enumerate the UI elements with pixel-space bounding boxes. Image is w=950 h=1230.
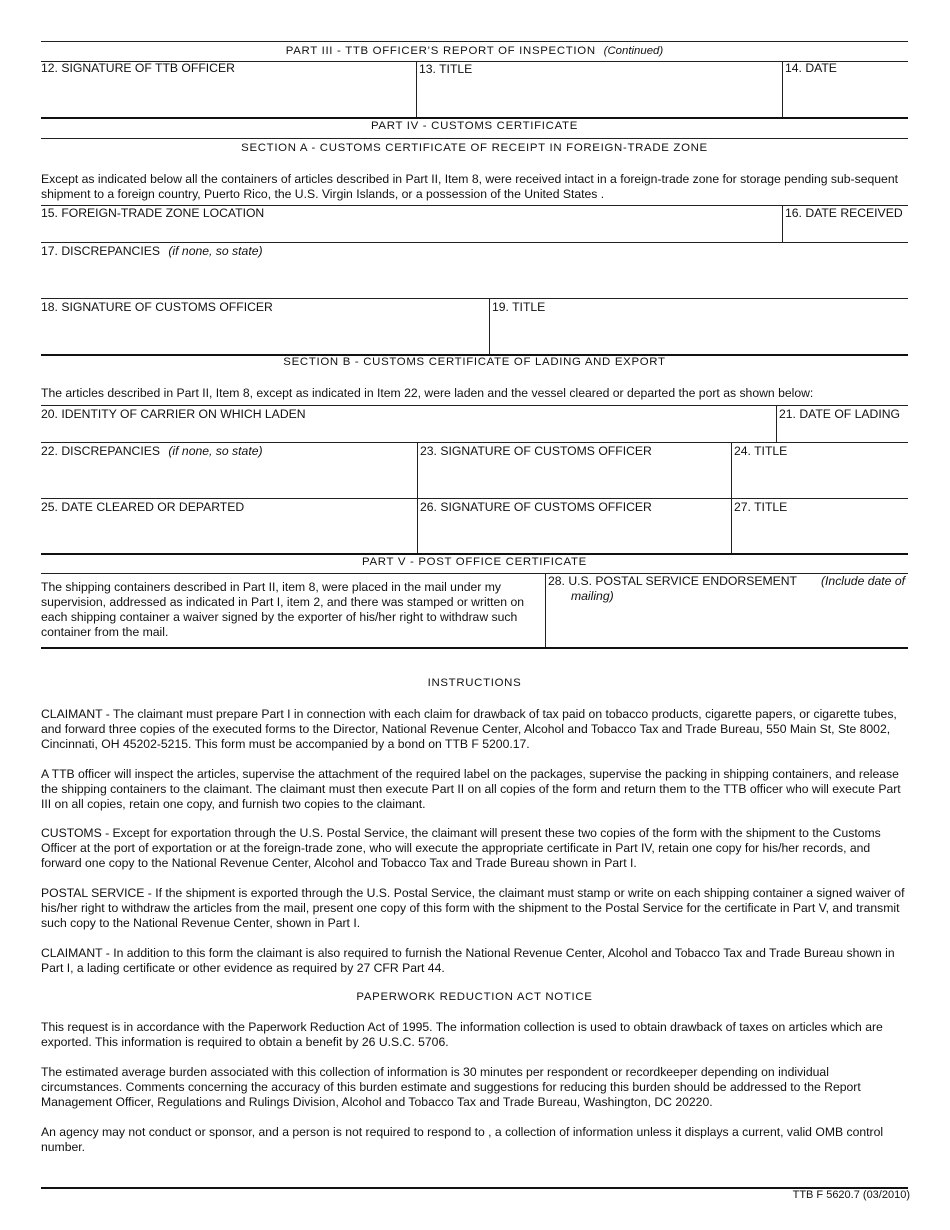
field-20-carrier-identity[interactable]	[41, 422, 773, 441]
part3-header-title: PART III - TTB OFFICER’S REPORT OF INSPECTION	[285, 45, 596, 57]
divider	[782, 205, 783, 242]
sectionA-intro: Except as indicated below all the containers of articles described in Part II, Item 8, were received intact in a foreign-trade zone for storage pending sub-sequent shipment to a foreign country, Puerto Rico, the U.S. Virgin Islands, or a possession of the United States .	[41, 172, 898, 201]
field-19-label: 19. TITLE	[492, 300, 546, 314]
field-26-label: 26. SIGNATURE OF CUSTOMS OFFICER	[420, 500, 652, 514]
field-26-signature-customs-officer[interactable]	[420, 515, 728, 553]
field-18-label: 18. SIGNATURE OF CUSTOMS OFFICER	[41, 300, 273, 314]
paperwork-p1: This request is in accordance with the Paperwork Reduction Act of 1995. The information collection is used to obtain drawback of taxes on articles which are exported. This information is required to obtain a benefit by 26 U.S.C. 5706.	[41, 1020, 883, 1049]
field-25-label: 25. DATE CLEARED OR DEPARTED	[41, 500, 245, 514]
part4-bottom-rule	[41, 553, 908, 555]
field-21-label: 21. DATE OF LADING	[779, 407, 900, 421]
top-rule	[41, 41, 908, 42]
part3-header	[41, 45, 908, 57]
field-22-label-text: 22. DISCREPANCIES	[41, 444, 160, 458]
field-20-label: 20. IDENTITY OF CARRIER ON WHICH LADEN	[41, 407, 306, 421]
instructions-postal-service: POSTAL SERVICE - If the shipment is exported through the U.S. Postal Service, the claimant must stamp or write on each shipping container a signed waiver of his/her right to withdraw the articles from the mail, present one copy of this form with the shipment to the Postal Service for the certificate in Part V, and transmit such copy to the National Revenue Center, shown in Part I.	[41, 886, 905, 930]
part5-certificate-text: The shipping containers described in Part II, item 8, were placed in the mail under my supervision, addressed as indicated in Part I, item 2, and there was stamped or written on each shipping container a waiver signed by the exporter of his/her right to withdraw such container from the mail.	[41, 580, 525, 639]
field-24-title[interactable]	[734, 459, 907, 498]
part3-bottom-rule	[41, 117, 908, 119]
part4-header: PART IV - CUSTOMS CERTIFICATE	[370, 120, 578, 132]
part5-bottom-rule	[41, 647, 908, 649]
field-17-label	[41, 244, 263, 258]
field-22-note: (if none, so state)	[168, 444, 263, 458]
field-18-signature-customs-officer[interactable]	[41, 315, 486, 353]
field-28-label	[548, 574, 908, 604]
field-15-label: 15. FOREIGN-TRADE ZONE LOCATION	[41, 206, 265, 220]
part5-header: PART V - POST OFFICE CERTIFICATE	[362, 556, 587, 568]
field-14-label: 14. DATE	[785, 61, 837, 75]
divider	[782, 61, 783, 117]
rule	[41, 405, 908, 406]
field-28-note-a: (Include date of	[820, 574, 905, 588]
field-16-date-received[interactable]	[785, 221, 907, 242]
rule	[41, 242, 908, 243]
field-23-signature-customs-officer[interactable]	[420, 459, 728, 498]
field-17-discrepancies[interactable]	[41, 259, 907, 297]
divider	[776, 405, 777, 442]
sectionB-intro: The articles described in Part II, Item 8, except as indicated in Item 22, were laden and the vessel cleared or departed the port as shown below:	[41, 386, 814, 400]
sectionB-header: SECTION B - CUSTOMS CERTIFICATE OF LADING AND EXPORT	[283, 356, 666, 368]
instructions-customs: CUSTOMS - Except for exportation through the U.S. Postal Service, the claimant will present these two copies of the form with the shipment to the Customs Officer at the port of exportation or at the foreign-trade zone, who will execute the appropriate certificate in Part IV, retain one copy for his/her records, and forward one copy to the National Revenue Center, Alcohol and Tobacco Tax and Trade Bureau shown in Part I.	[41, 826, 881, 870]
field-24-label: 24. TITLE	[734, 444, 788, 458]
field-19-title[interactable]	[492, 315, 907, 353]
instructions-claimant: CLAIMANT - The claimant must prepare Part I in connection with each claim for drawback of tax paid on tobacco products, cigarette papers, or cigarette tubes, and forward three copies of the executed forms to the Director, National Revenue Center, Alcohol and Tobacco Tax and Trade Bureau, 550 Main St, Ste 8002, Cincinnati, OH 45202-5215. This form must be accompanied by a bond on TTB F 5200.17.	[41, 707, 897, 751]
field-12-label: 12. SIGNATURE OF TTB OFFICER	[41, 61, 235, 75]
field-14-date[interactable]	[785, 76, 907, 116]
paperwork-p3: An agency may not conduct or sponsor, and a person is not required to respond to , a collection of information unless it displays a current, valid OMB control number.	[41, 1125, 884, 1154]
rule	[41, 442, 908, 443]
rule	[41, 298, 908, 299]
rule	[41, 498, 908, 499]
divider	[489, 298, 490, 354]
instructions-ttb-officer: A TTB officer will inspect the articles, supervise the attachment of the required label on the packages, supervise the packing in shipping containers, and release the shipping containers to the claimant. The claimant must then execute Part II on all copies of the form and return them to the TTB officer who will execute Part III on all copies, retain one copy, and furnish two copies to the claimant.	[41, 767, 901, 811]
field-22-discrepancies[interactable]	[41, 459, 414, 498]
field-28-note-b: mailing)	[571, 589, 614, 603]
footer-rule	[41, 1187, 908, 1189]
form-id: TTB F 5620.7 (03/2010)	[792, 1189, 910, 1201]
divider	[416, 61, 417, 117]
sectionA-header: SECTION A - CUSTOMS CERTIFICATE OF RECEIPT IN FOREIGN-TRADE ZONE	[241, 142, 708, 154]
divider	[545, 573, 546, 647]
paperwork-header: PAPERWORK REDUCTION ACT NOTICE	[356, 991, 593, 1003]
instructions-claimant-additional: CLAIMANT - In addition to this form the claimant is also required to furnish the National Revenue Center, Alcohol and Tobacco Tax and Trade Bureau shown in Part I, a lading certificate or other evidence as required by 27 CFR Part 44.	[41, 946, 895, 975]
part4-header-rule	[41, 138, 908, 139]
paperwork-p2: The estimated average burden associated with this collection of information is 30 minutes per respondent or recordkeeper depending on individual circumstances. Comments concerning the accuracy of this burden estimate and suggestions for reducing this burden should be addressed to the Report Management Officer, Regulations and Rulings Division, Alcohol and Tobacco Tax and Trade Bureau, Washington, DC 20220.	[41, 1065, 861, 1109]
field-27-title[interactable]	[734, 515, 907, 553]
field-27-label: 27. TITLE	[734, 500, 788, 514]
field-13-title[interactable]	[419, 77, 779, 117]
field-12-signature-ttb-officer[interactable]	[41, 76, 415, 116]
field-16-label: 16. DATE RECEIVED	[785, 206, 903, 220]
field-22-label	[41, 444, 263, 458]
field-25-date-cleared[interactable]	[41, 515, 414, 553]
field-28-postal-endorsement[interactable]	[548, 605, 907, 646]
part3-header-note: (Continued)	[603, 45, 664, 57]
field-13-label: 13. TITLE	[419, 62, 473, 76]
field-23-label: 23. SIGNATURE OF CUSTOMS OFFICER	[420, 444, 652, 458]
instructions-header: INSTRUCTIONS	[427, 677, 522, 689]
field-15-foreign-trade-zone-location[interactable]	[41, 221, 779, 242]
field-17-note: (if none, so state)	[168, 244, 263, 258]
field-28-label-text: 28. U.S. POSTAL SERVICE ENDORSEMENT	[548, 574, 798, 588]
field-17-label-text: 17. DISCREPANCIES	[41, 244, 160, 258]
field-21-date-of-lading[interactable]	[779, 422, 907, 441]
